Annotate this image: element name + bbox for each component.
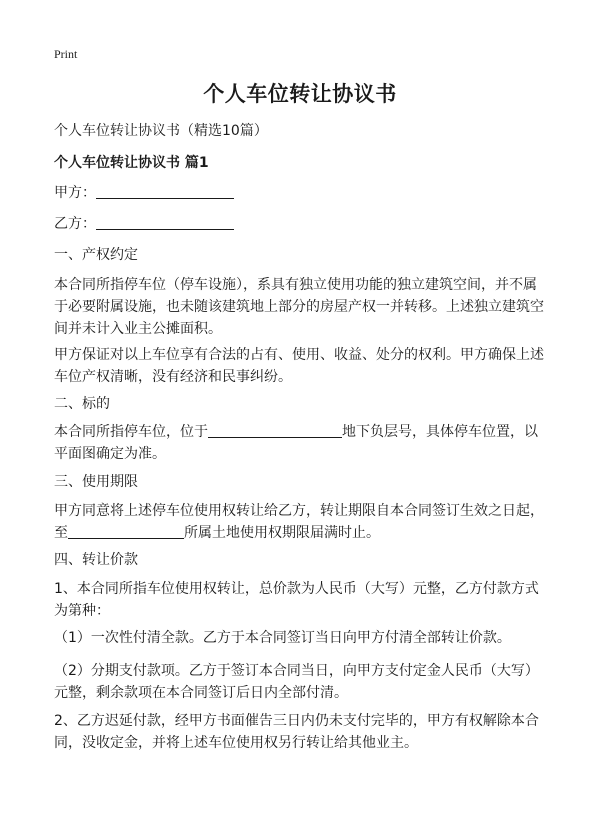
sec4-paragraph-2: （1）一次性付清全款。乙方于本合同签订当日向甲方付清全部转让价款。 — [54, 630, 511, 646]
party-b-blank — [96, 215, 234, 230]
sec2-heading: 二、标的 — [54, 396, 110, 412]
sec2-text-a: 本合同所指停车位，位于 — [54, 424, 208, 440]
print-link[interactable]: Print — [54, 47, 78, 61]
sec3-paragraph-1 — [54, 500, 548, 544]
sec2-paragraph-1 — [54, 421, 548, 465]
sec4-heading: 四、转让价款 — [54, 552, 138, 568]
sec4-paragraph-3: （2）分期支付款项。乙方于签订本合同当日，向甲方支付定金人民币（大写）元整，剩余款项在本合同签订后日内全部付清。 — [54, 663, 539, 701]
sec4-paragraph-4: 2、乙方迟延付款，经甲方书面催告三日内仍未支付完毕的，甲方有权解除本合同，没收定金，并将上述车位使用权另行转让给其他业主。 — [54, 713, 539, 751]
sec1-heading: 一、产权约定 — [54, 247, 138, 263]
sec3-heading: 三、使用期限 — [54, 474, 138, 490]
sec2-text-b: 地下负层号，具体停车位置，以平面图确定为准。 — [54, 424, 538, 462]
term-blank — [68, 524, 184, 539]
party-b-line — [54, 213, 234, 233]
sec3-text-b: 所属土地使用权期限届满时止。 — [184, 525, 380, 541]
party-a-blank — [96, 184, 234, 199]
party-a-label: 甲方： — [54, 185, 96, 201]
party-b-label: 乙方： — [54, 216, 96, 232]
document-subtitle: 个人车位转让协议书（精选10篇） — [54, 123, 268, 139]
sec3-text-a: 甲方同意将上述停车位使用权转让给乙方，转让期限自本合同签订生效之日起，至 — [54, 503, 544, 541]
sec4-paragraph-1: 1、本合同所指车位使用权转让，总价款为人民币（大写）元整，乙方付款方式为第种： — [54, 581, 539, 619]
location-blank — [208, 423, 342, 438]
section-heading: 个人车位转让协议书 篇1 — [54, 155, 209, 171]
party-a-line — [54, 182, 234, 202]
sec1-paragraph-2: 甲方保证对以上车位享有合法的占有、使用、收益、处分的权利。甲方确保上述车位产权清晰，没有经济和民事纠纷。 — [54, 347, 544, 385]
sec1-paragraph-1: 本合同所指停车位（停车设施），系具有独立使用功能的独立建筑空间，并不属于必要附属设施，也未随该建筑地上部分的房屋产权一并转移。上述独立建筑空间并未计入业主公摊面积。 — [54, 277, 544, 337]
document-title: 个人车位转让协议书 — [203, 82, 397, 106]
